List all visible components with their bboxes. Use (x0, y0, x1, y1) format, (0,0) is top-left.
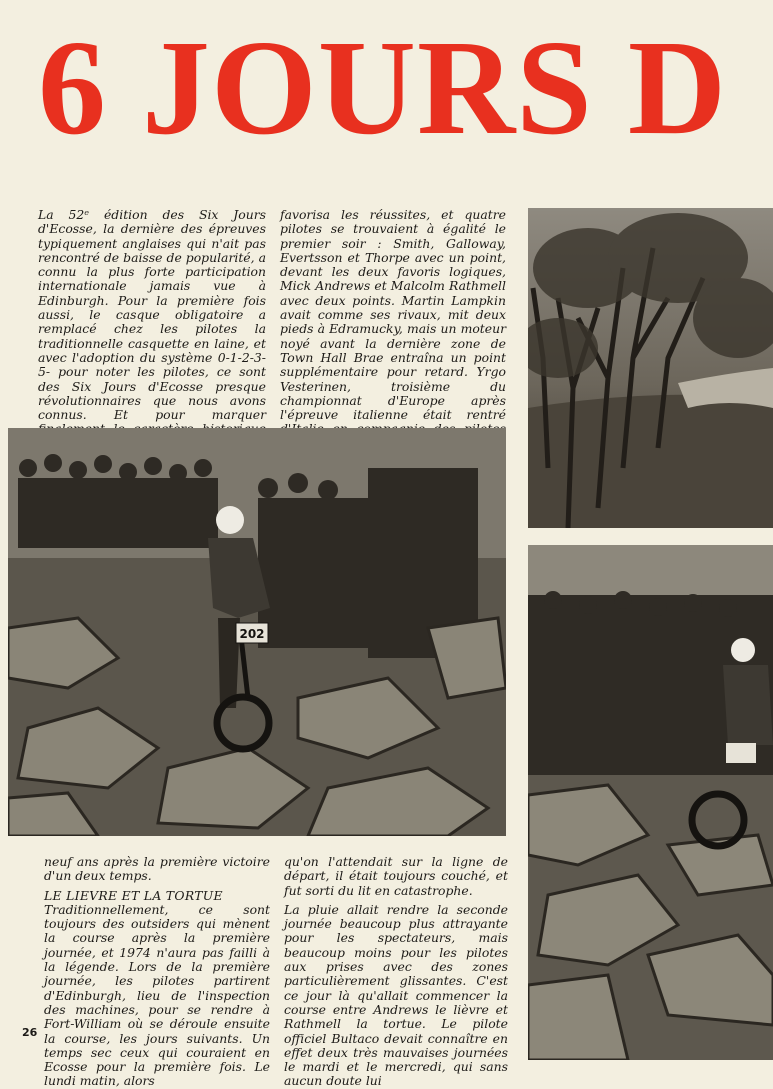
number-plate: 202 (239, 627, 265, 641)
column-4-paragraph-2: La pluie allait rendre la seconde journée beaucoup plus attrayante pour les spectateurs, mais beaucoup moins pour les pilotes aux prises avec des zones particulièrement glissantes. C'est ce jour là qu'allait commencer la course entre Andrews le lièvre et Rathmell la tortue. Le pilote officiel Bultaco devait connaître en effet deux très mauvaises journées le mardi et le mercredi, qui sans aucun doute lui (284, 901, 508, 1089)
section-heading: LE LIEVRE ET LA TORTUE (44, 887, 223, 903)
second-rider-photo (528, 545, 773, 1060)
intro-paragraph: La 52ᵉ édition des Six Jours d'Ecosse, la dernière des épreuves typiquement anglaises qui n'ait pas rencontré de baisse de popularité, a connu la plus forte participation internationale jamais vue à Edinburgh. Pour la première fois aussi, le casque obligatoire a remplacé chez les pilotes la traditionnelle casquette en laine, et avec l'adoption du système 0-1-2-3-5- pour noter les pilotes, ce sont des Six Jours d'Ecosse presque révolutionnaires que nous avons connus. Et pour marquer (38, 207, 266, 423)
column-4-paragraph-1: qu'on l'attendait sur la ligne de départ, il était toujours couché, et fut sorti du lit en catastrophe. (284, 854, 508, 898)
article-column-4 (284, 855, 508, 1089)
second-rider-photo-image (528, 545, 773, 1060)
column-2-paragraph: favorisa les réussites, et quatre pilotes se trouvaient à égalité le premier soir : Smith, Galloway, Evertsson et Thorpe avec un point, devant les deux favoris logiques, Mick Andrews et Malcolm Rathmell avec deux points. Martin Lampkin avait comme ses rivaux, mit deux pieds à Edramucky, mais un moteur noyé avant la dernière zone de Town Hall Brae entraîna un point supplémentaire pour retard. Yrgo Vesterinen, troisième du championnat d'Europe après l'épreuve italienne était rentré (280, 207, 506, 423)
column-3-paragraph-2: Traditionnellement, ce sont toujours des outsiders qui mènent la course après la première journée, et 1974 n'aura pas failli à la légende. Lors de la première journée, les pilotes partirent d'Edinburgh, lieu de l'inspection des machines, pour se rendre à Fort-William où se déroule ensuite la course, les jours suivants. Un temps sec ceux qui couraient en Ecosse pour la première fois. Le lundi matin, alors (44, 901, 270, 1089)
column-3-paragraph-1: neuf ans après la première victoire d'un deux temps. (44, 854, 270, 884)
page-number: 26 (22, 1026, 38, 1039)
article-column-3 (44, 855, 270, 1089)
forest-photo (528, 208, 773, 528)
page-title: 6 JOURS D (38, 18, 728, 158)
forest-photo-image (528, 208, 773, 528)
main-rider-photo (8, 428, 506, 836)
main-rider-photo-image (8, 428, 506, 836)
